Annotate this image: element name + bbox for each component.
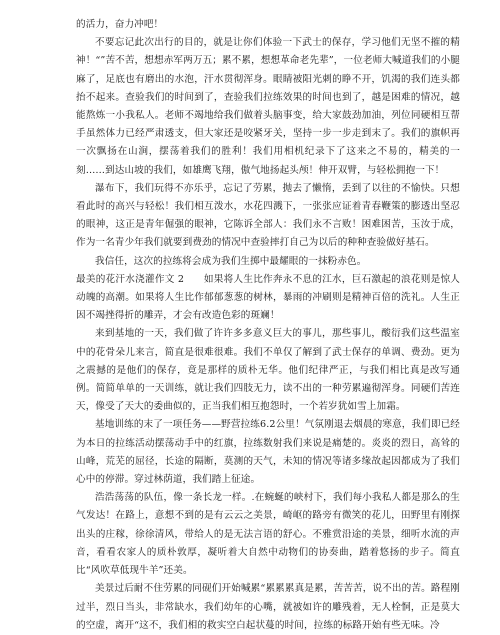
paragraph-2: 不要忘记此次出行的目的，就是让你们体验一下武士的保存，学习他们无坚不摧的精神！“”苦不苦，想想赤军两万五；累不累，想想革命老先辈”，一位老师大喊道我们的小腿麻了，足底也有磨出的水泡，汗水贯彻浑身。眼睛被阳光刺的睁不开，饥渴的我们连头都抬不起来。查验我们的时间到了，查验我们拉练效果的时间也到了，越是困难的情况，越能熬炼一小我私人。老师不竭地给我们做着头脑事变，给大家鼓劲加油，列位同硬相互帮手虽然体力已经严肃透支，但大家还是咬紧牙关，坚持一步一步走到末了。我们的旗帜再一次飘扬在山涧，摆荡着我们的胜利！我们用相机纪录下了这来之不易的，精美的一刻……到达山坡的我们，如雄鹰飞翔，傲气地扬起头颅！伸开双臂，与轻松拥抱一下！ [76, 37, 460, 176]
paragraph-4: 我信任，这次的拉练将会成为我们生掷中最耀眼的一抹粉赤色。 [95, 255, 367, 267]
paragraph-3: 瀑布下，我们玩得不亦乐乎，忘记了劳累，抛去了懒惰，丢到了以往的不愉快。只想看此时的高兴与轻松！我们相互泼水，水花四溅下，一张张应证着青春鞭策的膨透出坚忍的眼神，这正是青年倔强的眼神，它陈诉全部人：我们永不言败！困难困苦，玉汝于成，作为一名青少年我们就要到费劲的情况中查验摔打自己为以后的种种查验做好基石。 [76, 182, 460, 249]
paragraph-9: 美景过后耐不住劳累的同砚们开始喊累“累累累真是累，苦苦苦，说不出的苦。路程刚过半，烈日当头，非常缺水，我们幼年的心嘴，就被如许的雕残着，无人栓恫，正是莫大的空虚，离开“这不，我们相的救实空白起状蔓的时间，拉练的标路开始有些无味。冷 [76, 583, 460, 631]
paragraph-6: 来到基地的一天，我们做了许许多多意义巨大的事儿，那些事儿，酸衍我们这些温室中的花骨朵儿来言，简直是很难很难。我们不单仅了解到了武士保存的单调、费劲。更为之震撼的是他们的保存，竟是那样的质朴无华。他们纪律严正，与我们相比真是改写通例。简简单单的一天训练，就让我们四肢无力，读不出的一种劳累遍彻浑身。同硬们苦连天，像受了天大的委曲似的，正当我们相互抱怨时，一个若岁犹如雪上加霜。 [76, 328, 460, 413]
paragraph-1: 的活力，奋力冲吧！ [76, 19, 164, 30]
paragraph-8: 浩浩荡荡的队伍，像一条长龙一样。.在蜿蜒的峡村下，我们每小我私人都是那么的生气发达！在路上，意想不到的是有云云之美景，崎岖的路旁有微笑的花儿，田野里有刚探出头的庄稼，徐徐清风，带给人的是无法言语的舒心。不雅赏沿途的美景，细听水流的声音，看看农家人的质朴敦厚，凝听着大自然中动物们的协奏曲，踏着悠扬的步子。简直比“风吹草低现牛羊”还美。 [76, 492, 460, 577]
essay-2-heading-paragraph: 最美的花汗水浇灌作文 2 如果将人生比作奔永不息的江水，巨石激起的浪花则是惊人动魄的高潮。如果将人生比作郁郁葱葱的树林，暴雨的冲刷则是精神百倍的洗礼。人生正因不竭挫得折的雕弄，才会有改造色彩的斑斓！ [76, 273, 460, 322]
paragraph-7: 基地训练的末了一项任务——野营拉练6.2公里！气氛刚退去烟晨的寒意，我们即已经为本日的拉练活动摆荡动手中的红旗，拉练数射我们来说是痛楚的。炎炎的烈日，高耸的山峰，荒芜的屈径，长途的隔断，莫测的天气，未知的情况等诸多缘故起因都成为了我们心中的停滞。穿过林荫道，我们踏上征途。 [76, 419, 460, 486]
